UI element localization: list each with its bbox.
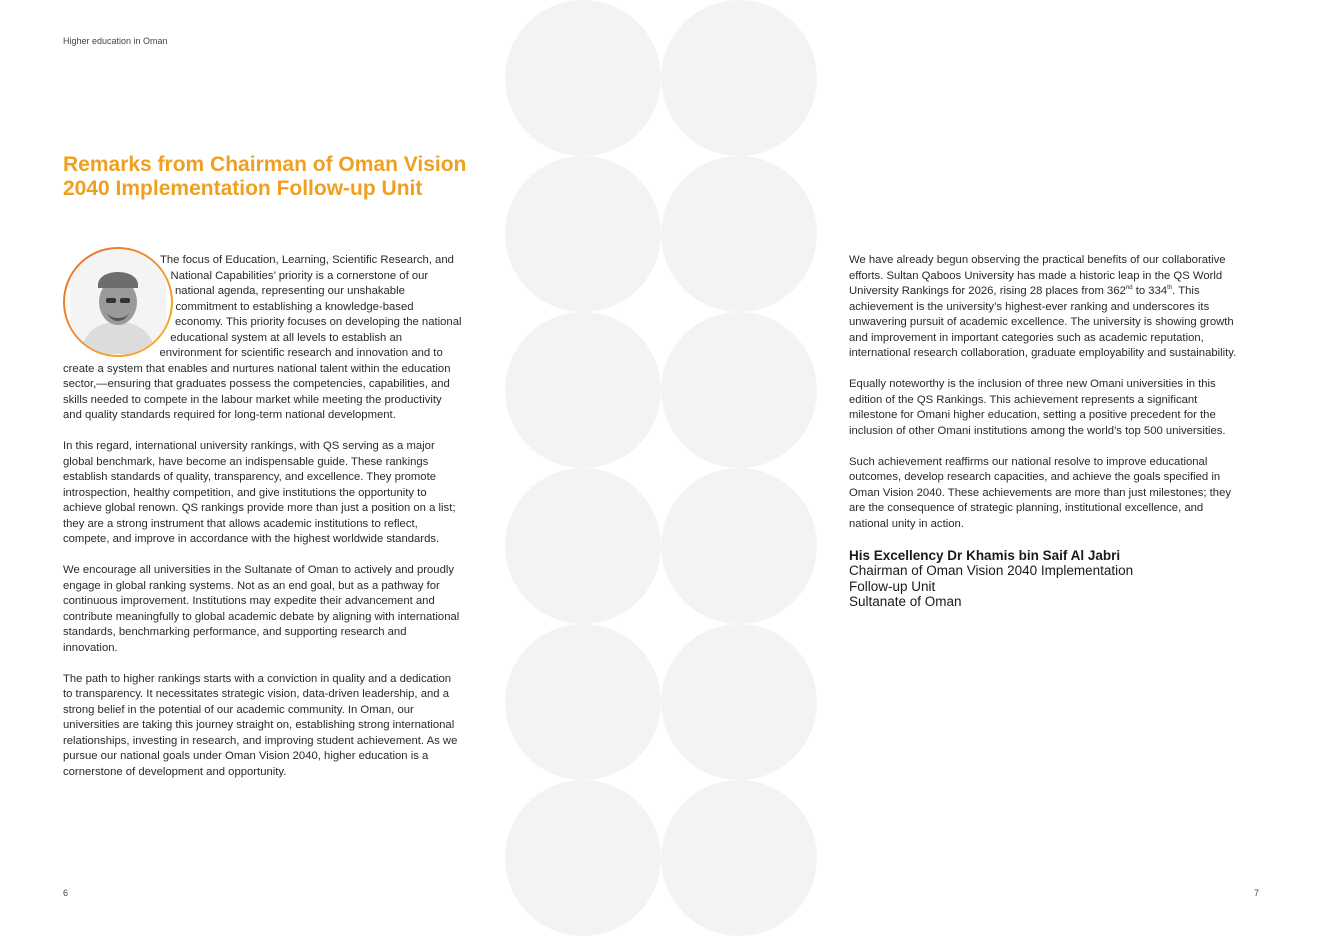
- text-span: to 334: [1132, 285, 1168, 297]
- page-title: Remarks from Chairman of Oman Vision 2040 Implementation Follow-up Unit: [63, 153, 467, 200]
- text-span: We have already begun observing the practical benefits of our collaborative efforts. Sultan Qaboos University has made a historic leap in the QS World University Rankings for 2026, rising 28 places from 362: [849, 254, 1226, 297]
- decor-circle: [661, 312, 817, 468]
- paragraph: In this regard, international university rankings, with QS serving as a major global benchmark, have become an indispensable guide. These rankings establish standards of quality, transparency, and excellence. They promote introspection, healthy competition, and give institutions the opportunity to achieve global renown. QS rankings provide more than just a position on a list; they are a strong instrument that allows academic institutions to reflect, compete, and improve in accordance with the highest worldwide standards.: [63, 440, 456, 545]
- page-number-right: 7: [1254, 888, 1260, 898]
- decor-circle: [505, 312, 661, 468]
- running-header: Higher education in Oman: [63, 36, 168, 46]
- person-icon: [70, 250, 166, 354]
- decor-circle: [505, 624, 661, 780]
- signatory-role: Chairman of Oman Vision 2040 Implementation: [849, 563, 1134, 578]
- decor-circle: [661, 156, 817, 312]
- ordinal-suffix: nd: [1125, 285, 1133, 292]
- paragraph: The focus of Education, Learning, Scientific Research, and National Capabilities’ priority is a cornerstone of our national agenda, representing our unshakable commitment to establishing a knowledge-based economy. This priority focuses on developing the national educational system at all levels to establish an environment for scientific research and innovation and to create a system that enables and nurtures national talent within the education sector,—ensuring that graduates possess the competencies, capabilities, and skills needed to compete in the labour market while meeting the productivity and quality standards required for long-term national development.: [63, 254, 462, 421]
- signatory-role: Follow-up Unit: [849, 578, 936, 594]
- ordinal-suffix: th: [1167, 285, 1173, 292]
- right-column: [849, 253, 1241, 610]
- decor-circle: [505, 780, 661, 936]
- decor-circle: [505, 468, 661, 624]
- portrait-image: [65, 249, 171, 355]
- paragraph: Equally noteworthy is the inclusion of three new Omani universities in this edition of the QS Rankings. This achievement represents a significant milestone for Omani higher education, setting a positive precedent for the inclusion of other Omani institutions among the world’s top 500 universities.: [849, 378, 1226, 437]
- decor-circle: [661, 0, 817, 156]
- decor-circle: [661, 468, 817, 624]
- paragraph: We encourage all universities in the Sultanate of Oman to actively and proudly engage in global ranking systems. Not as an end goal, but as a pathway for continuous improvement. Institutions may expedite their advancement and contribute meaningfully to global academic debate by aligning with international standards, benchmarking performance, and supporting research and innovation.: [63, 564, 460, 654]
- paragraph: The path to higher rankings starts with a conviction in quality and a dedication to transparency. It necessitates strategic vision, data-driven leadership, and a strong belief in the potential of our academic community. In Oman, our universities are taking this journey straight on, establishing strong international relationships, investing in research, and improving student achievement. As we pursue our national goals under Oman Vision 2040, higher education is a cornerstone of development and opportunity.: [63, 672, 458, 778]
- decor-circle: [661, 780, 817, 936]
- paragraph: Such achievement reaffirms our national resolve to improve educational outcomes, develop research capacities, and achieve the goals specified in Oman Vision 2040. These achievements are more than just milestones; they are the consequence of strategic planning, institutional excellence, and national unity in action.: [849, 455, 1231, 530]
- decor-circle: [661, 624, 817, 780]
- signatory-name: His Excellency Dr Khamis bin Saif Al Jabri: [849, 547, 1121, 563]
- text-span: . This achievement is the university’s highest-ever ranking and underscores its unwavering pursuit of academic excellence. The university is showing growth and improvement in important categories such as academic reputation, international research collaboration, graduate employability and sustainability.: [849, 285, 1237, 359]
- decor-circle: [505, 156, 661, 312]
- left-column: [63, 253, 463, 796]
- decor-circle: [505, 0, 661, 156]
- page-number-left: 6: [63, 888, 69, 898]
- chairman-portrait: [63, 247, 173, 357]
- signature-block: [849, 548, 1241, 610]
- signatory-country: Sultanate of Oman: [849, 594, 962, 609]
- paragraph: [849, 253, 1241, 362]
